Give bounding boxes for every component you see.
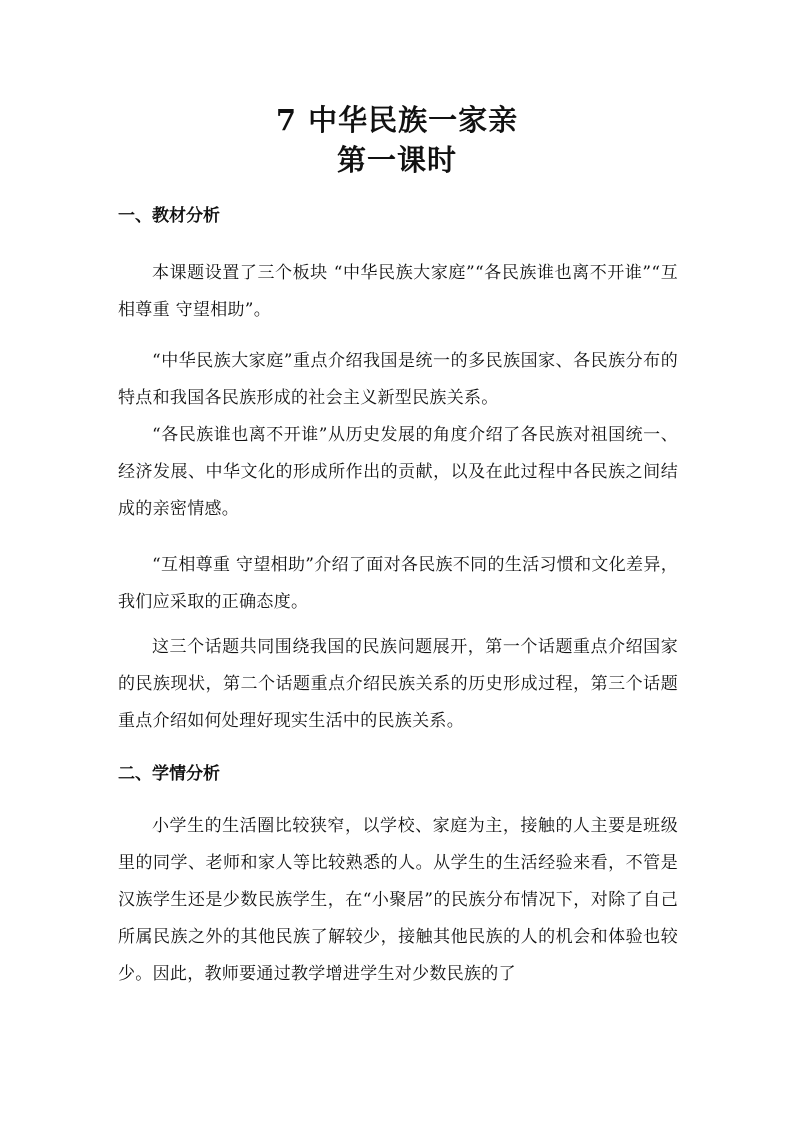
paragraph: 本课题设置了三个板块 “中华民族大家庭”“各民族谁也离不开谁”“互相尊重 守望相助”。 <box>118 263 678 320</box>
paragraph: 小学生的生活圈比较狭窄，以学校、家庭为主，接触的人主要是班级里的同学、老师和家人等比较熟悉的人。从学生的生活经验来看，不管是汉族学生还是少数民族学生，在“小聚居”的民族分布情况下，对除了自己所属民族之外的其他民族了解较少，接触其他民族的人的机会和体验也较少。因此，教师要通过教学增进学生对少数民族的了 <box>118 816 678 984</box>
section-heading-textbook-analysis: 一、教材分析 <box>118 206 220 226</box>
paragraph: “各民族谁也离不开谁”从历史发展的角度介绍了各民族对祖国统一、经济发展、中华文化的形成所作出的贡献，以及在此过程中各民族之间结成的亲密情感。 <box>118 425 678 519</box>
section-heading-student-analysis: 二、学情分析 <box>118 764 220 784</box>
document-title: 7 中华民族一家亲 <box>275 103 519 137</box>
paragraph: “中华民族大家庭”重点介绍我国是统一的多民族国家、各民族分布的特点和我国各民族形成的社会主义新型民族关系。 <box>118 351 678 408</box>
paragraph: 这三个话题共同围绕我国的民族问题展开，第一个话题重点介绍国家的民族现状，第二个话题重点介绍民族关系的历史形成过程，第三个话题重点介绍如何处理好现实生活中的民族关系。 <box>118 637 678 731</box>
document-subtitle: 第一课时 <box>336 143 457 177</box>
paragraph: “互相尊重 守望相助”介绍了面对各民族不同的生活习惯和文化差异，我们应采取的正确态度。 <box>118 555 678 612</box>
